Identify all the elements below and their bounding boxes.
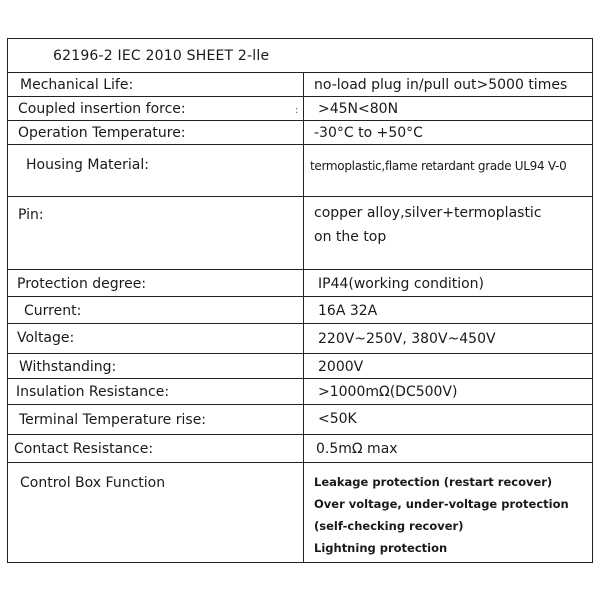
- spec-label-cell: [8, 297, 304, 323]
- spec-label: Contact Resistance:: [14, 441, 154, 457]
- spec-label-cell: [8, 435, 304, 462]
- spec-label: Voltage:: [17, 330, 75, 346]
- spec-label-cell: [8, 73, 304, 96]
- spec-label: Protection degree:: [17, 276, 147, 292]
- spec-label-cell: [8, 197, 304, 269]
- spec-value: 220V~250V, 380V~450V: [318, 331, 496, 347]
- spec-value: >45N<80N: [318, 101, 399, 117]
- spec-label-cell: [8, 379, 304, 404]
- spec-value-cell: [304, 121, 592, 144]
- spec-value: -30°C to +50°C: [314, 125, 423, 141]
- spec-value: >1000mΩ(DC500V): [318, 384, 458, 400]
- spec-value-line: Lightning protection: [314, 541, 448, 555]
- spec-row-contact-resistance: [8, 435, 592, 463]
- spec-label-cell: [8, 463, 304, 563]
- spec-value-line: on the top: [314, 229, 387, 245]
- spec-label-cell: [8, 405, 304, 434]
- spec-value: 2000V: [318, 359, 364, 375]
- spec-row-current: [8, 297, 592, 324]
- spec-label-cell: [8, 270, 304, 296]
- spec-value-cell: [304, 435, 592, 462]
- spec-label-cell: [8, 97, 304, 120]
- spec-row-operation-temperature: [8, 121, 592, 145]
- spec-row-terminal-temperature-rise: [8, 405, 592, 435]
- spec-label: Mechanical Life:: [20, 77, 134, 93]
- spec-label: Control Box Function: [20, 475, 166, 491]
- spec-label: Terminal Temperature rise:: [19, 412, 207, 428]
- spec-value-cell: [304, 197, 592, 269]
- sheet-header-row: [8, 39, 592, 73]
- spec-value-cell: [304, 405, 592, 434]
- spec-marker: :: [295, 105, 299, 116]
- spec-row-insulation-resistance: [8, 379, 592, 405]
- spec-label: Pin:: [18, 207, 44, 223]
- spec-value-line: Over voltage, under-voltage protection: [314, 497, 569, 511]
- spec-value: termoplastic,flame retardant grade UL94 V-0: [310, 159, 567, 173]
- spec-value: 16A 32A: [318, 303, 378, 319]
- spec-value-cell: [304, 73, 592, 96]
- spec-row-insertion-force: [8, 97, 592, 121]
- spec-value-cell: [304, 324, 592, 353]
- spec-label: Coupled insertion force:: [18, 101, 186, 117]
- spec-value-cell: [304, 463, 592, 563]
- spec-value: no-load plug in/pull out>5000 times: [314, 77, 568, 93]
- spec-value: IP44(working condition): [318, 276, 485, 292]
- spec-value-cell: [304, 97, 592, 120]
- spec-row-pin: [8, 197, 592, 270]
- spec-row-protection-degree: [8, 270, 592, 297]
- spec-value-line: (self-checking recover): [314, 519, 464, 533]
- spec-label: Withstanding:: [19, 359, 117, 375]
- spec-label-cell: [8, 121, 304, 144]
- spec-row-withstanding: [8, 354, 592, 379]
- spec-row-housing-material: [8, 145, 592, 197]
- spec-label-cell: [8, 145, 304, 196]
- spec-row-control-box-function: [8, 463, 592, 563]
- spec-value-cell: [304, 145, 592, 196]
- spec-value-cell: [304, 270, 592, 296]
- spec-value-cell: [304, 354, 592, 378]
- spec-value: <50K: [318, 411, 357, 427]
- spec-label: Insulation Resistance:: [16, 384, 170, 400]
- spec-label: Current:: [24, 303, 82, 319]
- spec-value: 0.5mΩ max: [316, 441, 398, 457]
- spec-value-cell: [304, 379, 592, 404]
- spec-label: Housing Material:: [26, 157, 149, 173]
- spec-label-cell: [8, 324, 304, 353]
- spec-label-cell: [8, 354, 304, 378]
- spec-sheet-table: [7, 38, 593, 563]
- spec-row-mechanical-life: [8, 73, 592, 97]
- spec-value-line: Leakage protection (restart recover): [314, 475, 553, 489]
- spec-value-cell: [304, 297, 592, 323]
- sheet-title: 62196-2 IEC 2010 SHEET 2-lle: [53, 48, 270, 64]
- spec-value-line: copper alloy,silver+termoplastic: [314, 205, 542, 221]
- spec-row-voltage: [8, 324, 592, 354]
- spec-label: Operation Temperature:: [18, 125, 186, 141]
